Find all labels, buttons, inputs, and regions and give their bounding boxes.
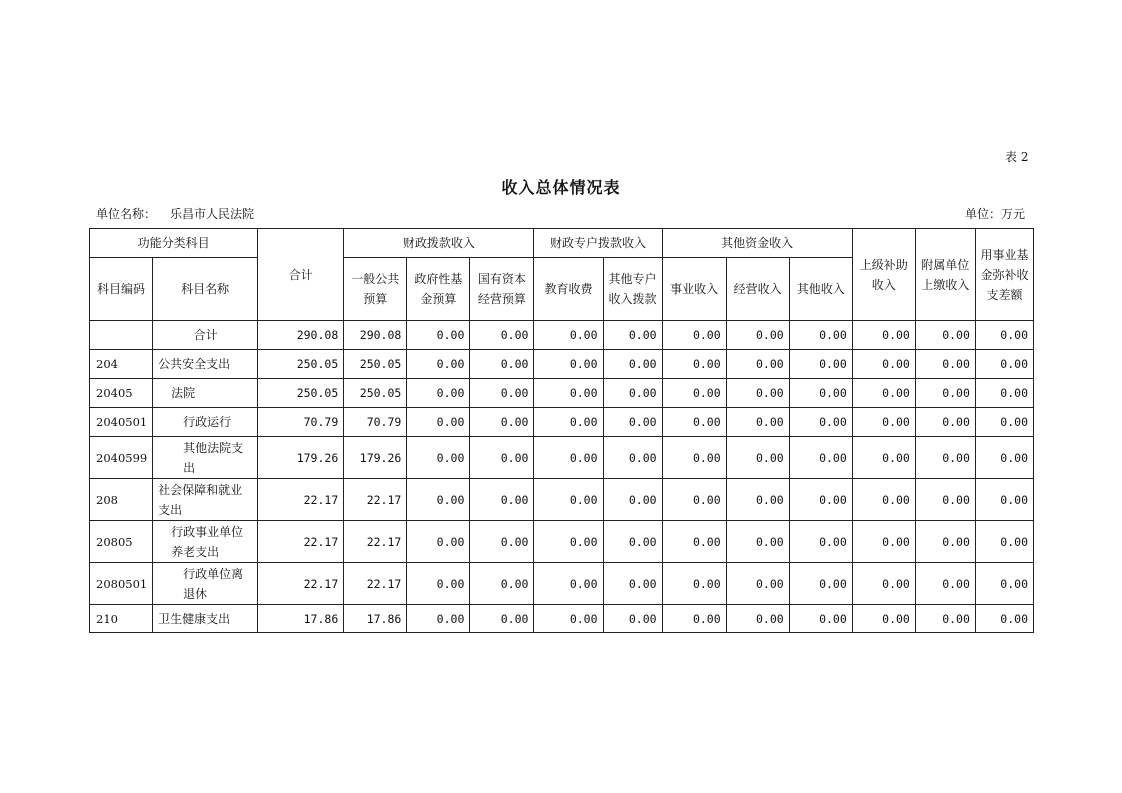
- cell-value: 0.00: [789, 321, 852, 350]
- cell-value: 0.00: [407, 437, 470, 479]
- header-affiliated-income: 附属单位上缴收入: [915, 229, 975, 321]
- cell-value: 22.17: [258, 521, 344, 563]
- cell-value: 0.00: [789, 563, 852, 605]
- header-gov-fund-budget: 政府性基金预算: [407, 258, 470, 321]
- cell-value: 0.00: [852, 437, 915, 479]
- row-name: 行政事业单位养老支出: [153, 521, 258, 563]
- header-code: 科目编码: [90, 258, 153, 321]
- row-code: 2040599: [90, 437, 153, 479]
- cell-value: 0.00: [470, 321, 534, 350]
- cell-value: 0.00: [915, 350, 975, 379]
- row-name: 社会保障和就业支出: [153, 479, 258, 521]
- cell-value: 0.00: [534, 321, 603, 350]
- cell-value: 290.08: [344, 321, 407, 350]
- cell-value: 0.00: [726, 437, 789, 479]
- cell-value: 22.17: [258, 563, 344, 605]
- cell-value: 17.86: [344, 605, 407, 633]
- cell-value: 0.00: [662, 563, 726, 605]
- cell-value: 0.00: [726, 379, 789, 408]
- cell-value: 0.00: [852, 350, 915, 379]
- cell-value: 70.79: [344, 408, 407, 437]
- header-other-income: 其他收入: [789, 258, 852, 321]
- header-fund-make-up: 用事业基金弥补收支差额: [975, 229, 1033, 321]
- cell-value: 0.00: [534, 379, 603, 408]
- cell-value: 0.00: [470, 521, 534, 563]
- cell-value: 0.00: [407, 563, 470, 605]
- cell-value: 70.79: [258, 408, 344, 437]
- cell-value: 0.00: [789, 350, 852, 379]
- cell-value: 0.00: [534, 563, 603, 605]
- cell-value: 0.00: [975, 521, 1033, 563]
- row-code: 2040501: [90, 408, 153, 437]
- cell-value: 250.05: [344, 379, 407, 408]
- cell-value: 0.00: [603, 521, 662, 563]
- unit-name-line: [96, 205, 254, 222]
- cell-value: 0.00: [662, 350, 726, 379]
- cell-value: 0.00: [470, 350, 534, 379]
- cell-value: 0.00: [852, 563, 915, 605]
- cell-value: 0.00: [915, 437, 975, 479]
- row-code: 208: [90, 479, 153, 521]
- cell-value: 22.17: [344, 479, 407, 521]
- cell-value: 0.00: [975, 321, 1033, 350]
- header-other-funds: 其他资金收入: [662, 229, 852, 258]
- cell-value: 0.00: [407, 605, 470, 633]
- cell-value: 0.00: [662, 408, 726, 437]
- cell-value: 0.00: [662, 521, 726, 563]
- cell-value: 0.00: [975, 379, 1033, 408]
- unit-name-label: 单位名称：: [96, 207, 157, 221]
- cell-value: 0.00: [603, 605, 662, 633]
- header-total: 合计: [258, 229, 344, 321]
- cell-value: 0.00: [726, 479, 789, 521]
- cell-value: 0.00: [407, 321, 470, 350]
- cell-value: 0.00: [726, 321, 789, 350]
- header-operating-income: 经营收入: [726, 258, 789, 321]
- cell-value: 0.00: [603, 321, 662, 350]
- cell-value: 0.00: [726, 563, 789, 605]
- cell-value: 0.00: [726, 350, 789, 379]
- cell-value: 0.00: [603, 350, 662, 379]
- cell-value: 0.00: [534, 350, 603, 379]
- cell-value: 0.00: [534, 521, 603, 563]
- report-title: 收入总体情况表: [501, 178, 621, 197]
- cell-value: 0.00: [975, 408, 1033, 437]
- cell-value: 0.00: [852, 521, 915, 563]
- currency-unit: 单位：万元: [965, 207, 1026, 221]
- header-business-income: 事业收入: [662, 258, 726, 321]
- cell-value: 0.00: [603, 408, 662, 437]
- row-name: 法院: [153, 379, 258, 408]
- cell-value: 0.00: [975, 479, 1033, 521]
- cell-value: 290.08: [258, 321, 344, 350]
- row-name: 其他法院支出: [153, 437, 258, 479]
- cell-value: 0.00: [852, 479, 915, 521]
- header-edu-fee: 教育收费: [534, 258, 603, 321]
- cell-value: 0.00: [603, 479, 662, 521]
- table-row: [90, 437, 1034, 479]
- cell-value: 0.00: [470, 605, 534, 633]
- cell-value: 17.86: [258, 605, 344, 633]
- cell-value: 0.00: [789, 379, 852, 408]
- cell-value: 250.05: [344, 350, 407, 379]
- cell-value: 0.00: [470, 437, 534, 479]
- cell-value: 0.00: [789, 521, 852, 563]
- cell-value: 0.00: [915, 321, 975, 350]
- cell-value: 250.05: [258, 379, 344, 408]
- cell-value: 0.00: [975, 563, 1033, 605]
- table-row: [90, 379, 1034, 408]
- header-general-budget: 一般公共预算: [344, 258, 407, 321]
- cell-value: 0.00: [534, 605, 603, 633]
- header-state-capital-budget: 国有资本经营预算: [470, 258, 534, 321]
- header-fiscal-special: 财政专户拨款收入: [534, 229, 662, 258]
- row-name: 合计: [153, 321, 258, 350]
- cell-value: 0.00: [603, 379, 662, 408]
- cell-value: 0.00: [534, 408, 603, 437]
- row-name: 卫生健康支出: [153, 605, 258, 633]
- header-superior-subsidy: 上级补助收入: [852, 229, 915, 321]
- cell-value: 0.00: [915, 563, 975, 605]
- cell-value: 22.17: [258, 479, 344, 521]
- cell-value: 179.26: [344, 437, 407, 479]
- cell-value: 0.00: [470, 379, 534, 408]
- cell-value: 0.00: [407, 350, 470, 379]
- cell-value: 0.00: [534, 479, 603, 521]
- cell-value: 0.00: [603, 563, 662, 605]
- cell-value: 0.00: [789, 437, 852, 479]
- cell-value: 0.00: [915, 605, 975, 633]
- header-fiscal-grant: 财政拨款收入: [344, 229, 534, 258]
- table-number: 表 2: [1005, 150, 1029, 164]
- row-name: 行政单位离退休: [153, 563, 258, 605]
- cell-value: 0.00: [407, 479, 470, 521]
- cell-value: 0.00: [662, 437, 726, 479]
- row-code: 20805: [90, 521, 153, 563]
- cell-value: 0.00: [534, 437, 603, 479]
- cell-value: 0.00: [915, 379, 975, 408]
- table-row-total: [90, 321, 1034, 350]
- table-row: [90, 479, 1034, 521]
- row-name: 公共安全支出: [153, 350, 258, 379]
- cell-value: 0.00: [789, 605, 852, 633]
- cell-value: 0.00: [852, 408, 915, 437]
- cell-value: 0.00: [915, 408, 975, 437]
- table-row: [90, 605, 1034, 633]
- table-row: [90, 521, 1034, 563]
- cell-value: 0.00: [789, 408, 852, 437]
- cell-value: 0.00: [726, 408, 789, 437]
- row-code: 204: [90, 350, 153, 379]
- cell-value: 0.00: [852, 605, 915, 633]
- header-other-special: 其他专户收入拨款: [603, 258, 662, 321]
- row-code: [90, 321, 153, 350]
- cell-value: 0.00: [603, 437, 662, 479]
- cell-value: 22.17: [344, 563, 407, 605]
- cell-value: 0.00: [915, 479, 975, 521]
- cell-value: 0.00: [975, 605, 1033, 633]
- cell-value: 0.00: [852, 379, 915, 408]
- cell-value: 0.00: [407, 408, 470, 437]
- row-name: 行政运行: [153, 408, 258, 437]
- row-code: 210: [90, 605, 153, 633]
- cell-value: 0.00: [915, 521, 975, 563]
- cell-value: 0.00: [852, 321, 915, 350]
- cell-value: 0.00: [662, 605, 726, 633]
- cell-value: 0.00: [726, 521, 789, 563]
- table-row: [90, 350, 1034, 379]
- cell-value: 0.00: [726, 605, 789, 633]
- cell-value: 0.00: [975, 350, 1033, 379]
- unit-name-value: 乐昌市人民法院: [170, 207, 255, 221]
- cell-value: 0.00: [407, 379, 470, 408]
- cell-value: 0.00: [662, 379, 726, 408]
- header-name: 科目名称: [153, 258, 258, 321]
- row-code: 2080501: [90, 563, 153, 605]
- cell-value: 0.00: [789, 479, 852, 521]
- header-func-category: 功能分类科目: [90, 229, 258, 258]
- cell-value: 0.00: [975, 437, 1033, 479]
- table-row: [90, 408, 1034, 437]
- cell-value: 0.00: [470, 479, 534, 521]
- cell-value: 179.26: [258, 437, 344, 479]
- cell-value: 250.05: [258, 350, 344, 379]
- cell-value: 0.00: [662, 479, 726, 521]
- cell-value: 0.00: [470, 563, 534, 605]
- cell-value: 0.00: [470, 408, 534, 437]
- cell-value: 22.17: [344, 521, 407, 563]
- row-code: 20405: [90, 379, 153, 408]
- cell-value: 0.00: [662, 321, 726, 350]
- cell-value: 0.00: [407, 521, 470, 563]
- table-row: [90, 563, 1034, 605]
- income-summary-table: [89, 228, 1034, 633]
